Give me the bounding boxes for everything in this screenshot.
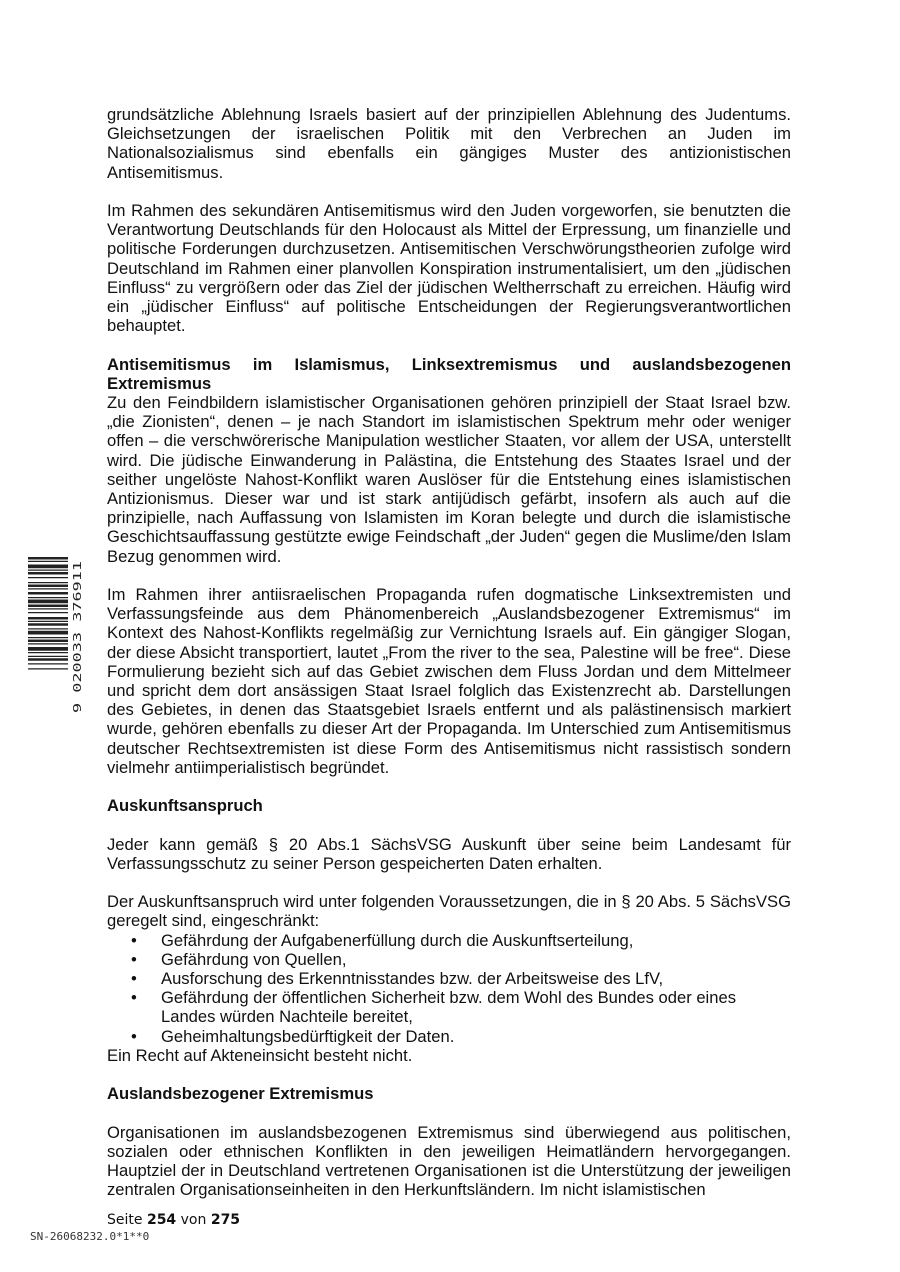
barcode-bar	[28, 628, 68, 629]
barcode-bar	[28, 640, 68, 643]
page-separator: von	[180, 1212, 207, 1228]
paragraph-akteneinsicht: Ein Recht auf Akteneinsicht besteht nicht.	[107, 1045, 413, 1065]
paragraph-auskunft-recht: Jeder kann gemäß § 20 Abs.1 SächsVSG Auskunft über seine beim Landesamt für Verfassungsschutz zu seiner Person gespeicherten Daten erhalten.	[107, 834, 791, 873]
barcode-bar	[28, 621, 68, 622]
paragraph-auskunft-einschraenkung: Der Auskunftsanspruch wird unter folgenden Voraussetzungen, die in § 20 Abs. 5 SächsVSG geregelt sind, eingeschränkt:	[107, 892, 791, 931]
barcode-bar	[28, 561, 68, 562]
page-number	[107, 1212, 240, 1228]
paragraph-islamismus: Zu den Feindbildern islamistischer Organisationen gehören prinzipiell der Staat Israel bzw. „die Zionisten“, denen – je nach Standort im islamistischen Spektrum mehr oder weniger offen – die verschwörerische Manipulation westlicher Staaten, vor allem der USA, unterstellt wird. Die jüdische Einwanderung in Palästina, die Entstehung des Staates Israel und der seither ungelöste Nahost-Konflikt waren Auslöser für die Entstehung eines islamistischen Antizionismus. Dieser war und ist stark antijüdisch gefärbt, insofern als auch auf die prinzipielle, nach Auffassung von Islamisten im Koran belegte und durch die islamistische Geschichtsauffassung gestützte ewige Feindschaft „der Juden“ gegen die Muslime/den Islam Bezug genommen wird.	[107, 393, 791, 566]
barcode-bar	[28, 605, 68, 608]
barcode-bar	[28, 572, 68, 575]
barcode	[28, 557, 84, 713]
barcode-bar	[28, 565, 68, 569]
barcode-bar	[28, 663, 68, 664]
paragraph-auslandsbezogen: Organisationen im auslandsbezogenen Extremismus sind überwiegend aus politischen, sozialen oder ethnischen Konflikten in den jeweiligen Heimatländern hervorgegangen. Hauptziel der in Deutschland vertretenen Organisationen ist die Unterstützung der jeweiligen zentralen Organisationseinheiten in den Herkunftsländern. Im nicht islamistischen	[107, 1122, 791, 1200]
barcode-bar	[28, 588, 68, 589]
page-total: 275	[210, 1212, 241, 1228]
barcode-bar	[28, 637, 68, 638]
barcode-bar	[28, 647, 68, 651]
barcode-bar	[28, 612, 68, 613]
barcode-bar	[28, 656, 68, 657]
heading-antisemitismus-islamismus: Antisemitismus im Islamismus, Linksextremismus und auslandsbezogenen Extremismus	[107, 354, 791, 393]
list-item: • Gefährdung der Aufgabenerfüllung durch die Auskunftserteilung,	[107, 931, 791, 950]
list-item: • Gefährdung von Quellen,	[107, 950, 791, 969]
barcode-bar	[28, 652, 68, 653]
barcode-bar	[28, 570, 68, 571]
barcode-bar	[28, 592, 68, 595]
page-body	[107, 105, 791, 1199]
barcode-bar	[28, 557, 68, 560]
heading-auslandsbezogener-extremismus: Auslandsbezogener Extremismus	[107, 1084, 374, 1104]
paragraph-linksextremismus: Im Rahmen ihrer antiisraelischen Propaganda rufen dogmatische Linksextremisten und Verfassungsfeinde aus dem Phänomenbereich „Auslandsbezogener Extremismus“ im Kontext des Nahost-Konflikts regelmäßig zur Vernichtung Israels auf. Ein gängiger Slogan, der diese Absicht transportiert, lautet „From the river to the sea, Palestine will be free“. Diese Formulierung bezieht sich auf das Gebiet zwischen dem Fluss Jordan und dem Mittelmeer und spricht dem dort ansässigen Staat Israel folglich das Existenzrecht ab. Darstellungen des Gebietes, in denen das Staatsgebiet Israels entfernt und als palästinensisch markiert wurde, gehören ebenfalls zu dieser Art der Propaganda. Im Unterschied zum Antisemitismus deutscher Rechtsextremisten ist diese Form des Antisemitismus nicht rassistisch sondern vielmehr antiimperialistisch begründet.	[107, 585, 791, 777]
heading-auskunftsanspruch: Auskunftsanspruch	[107, 796, 263, 816]
list-item: • Geheimhaltungsbedürftigkeit der Daten.	[107, 1027, 791, 1046]
paragraph-antizionismus-end: grundsätzliche Ablehnung Israels basiert auf der prinzipiellen Ablehnung des Judentums. Gleichsetzungen der israelischen Politik mit den Verbrechen an Juden im Nationalsozialismus sind ebenfalls ein gängiges Muster des antizionistischen Antisemitismus.	[107, 105, 791, 182]
page-prefix: Seite	[107, 1212, 143, 1228]
barcode-bar	[28, 600, 68, 604]
restriction-list	[107, 931, 791, 1046]
barcode-bar	[28, 631, 68, 635]
paragraph-sekundaerer-antisemitismus: Im Rahmen des sekundären Antisemitismus wird den Juden vorgeworfen, sie benutzten die Verantwortung Deutschlands für den Holocaust als Mittel der Erpressung, um finanzielle und politische Forderungen durchzusetzen. Antisemitischen Verschwörungstheorien zufolge wird Deutschland im Rahmen einer planvollen Konspiration instrumentalisiert, um den „jüdischen Einfluss“ zu vergrößern oder das Ziel der jüdischen Weltherrschaft zu erreichen. Häufig wird ein „jüdischer Einfluss“ auf politische Entscheidungen der Regierungsverantwortlichen behauptet.	[107, 201, 791, 336]
barcode-bar	[28, 668, 68, 669]
barcode-bar	[28, 658, 68, 661]
barcode-bar	[28, 597, 68, 598]
list-item: • Gefährdung der öffentlichen Sicherheit bzw. dem Wohl des Bundes oder eines Landes würden Nachteile bereitet,	[107, 988, 791, 1026]
list-item: • Ausforschung des Erkenntnisstandes bzw. der Arbeitsweise des LfV,	[107, 969, 791, 988]
barcode-bar	[28, 585, 68, 588]
page-current: 254	[146, 1212, 177, 1228]
barcode-bar	[28, 623, 68, 626]
barcode-bar	[28, 643, 68, 644]
document-code: SN-26068232.0*1**0	[30, 1230, 150, 1243]
barcode-bar	[28, 617, 68, 620]
barcode-digits: 9 020033 376911	[72, 618, 84, 713]
barcode-bar	[28, 577, 68, 578]
barcode-bar	[28, 608, 68, 609]
barcode-bar	[28, 582, 68, 583]
